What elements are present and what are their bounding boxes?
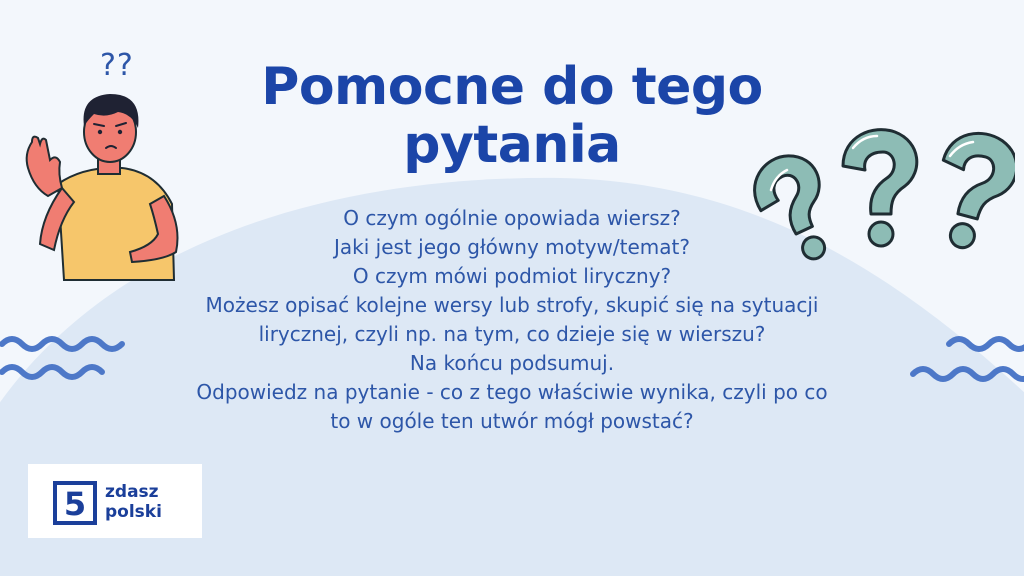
logo-line-1: zdasz bbox=[105, 482, 159, 502]
body-line: Jaki jest jego główny motyw/temat? bbox=[334, 235, 690, 259]
slide-body bbox=[190, 204, 834, 436]
zdasz-polski-logo bbox=[28, 464, 202, 538]
small-question-marks: ?? bbox=[100, 48, 134, 83]
wave-lines-right bbox=[905, 330, 1024, 390]
slide-title: Pomocne do tego pytania bbox=[261, 57, 763, 175]
logo-mark-digit: 5 bbox=[63, 485, 87, 523]
logo-line-2: polski bbox=[105, 502, 162, 522]
logo-mark bbox=[52, 480, 98, 526]
body-line: Na końcu podsumuj. bbox=[409, 351, 615, 375]
wave-lines-left bbox=[0, 330, 140, 390]
body-line: O czym mówi podmiot liryczny? bbox=[352, 264, 672, 288]
body-line: Odpowiedz na pytanie - co z tego właściwie wynika, czyli po co to w ogóle ten utwór mógł powstać? bbox=[196, 380, 828, 433]
body-line: Możesz opisać kolejne wersy lub strofy, skupić się na sytuacji lirycznej, czyli np. na tym, co dzieje się w wierszu? bbox=[205, 293, 819, 346]
logo-wordmark bbox=[105, 482, 162, 522]
body-line: O czym ogólnie opowiada wiersz? bbox=[343, 206, 681, 230]
confused-person-illustration bbox=[14, 84, 194, 284]
